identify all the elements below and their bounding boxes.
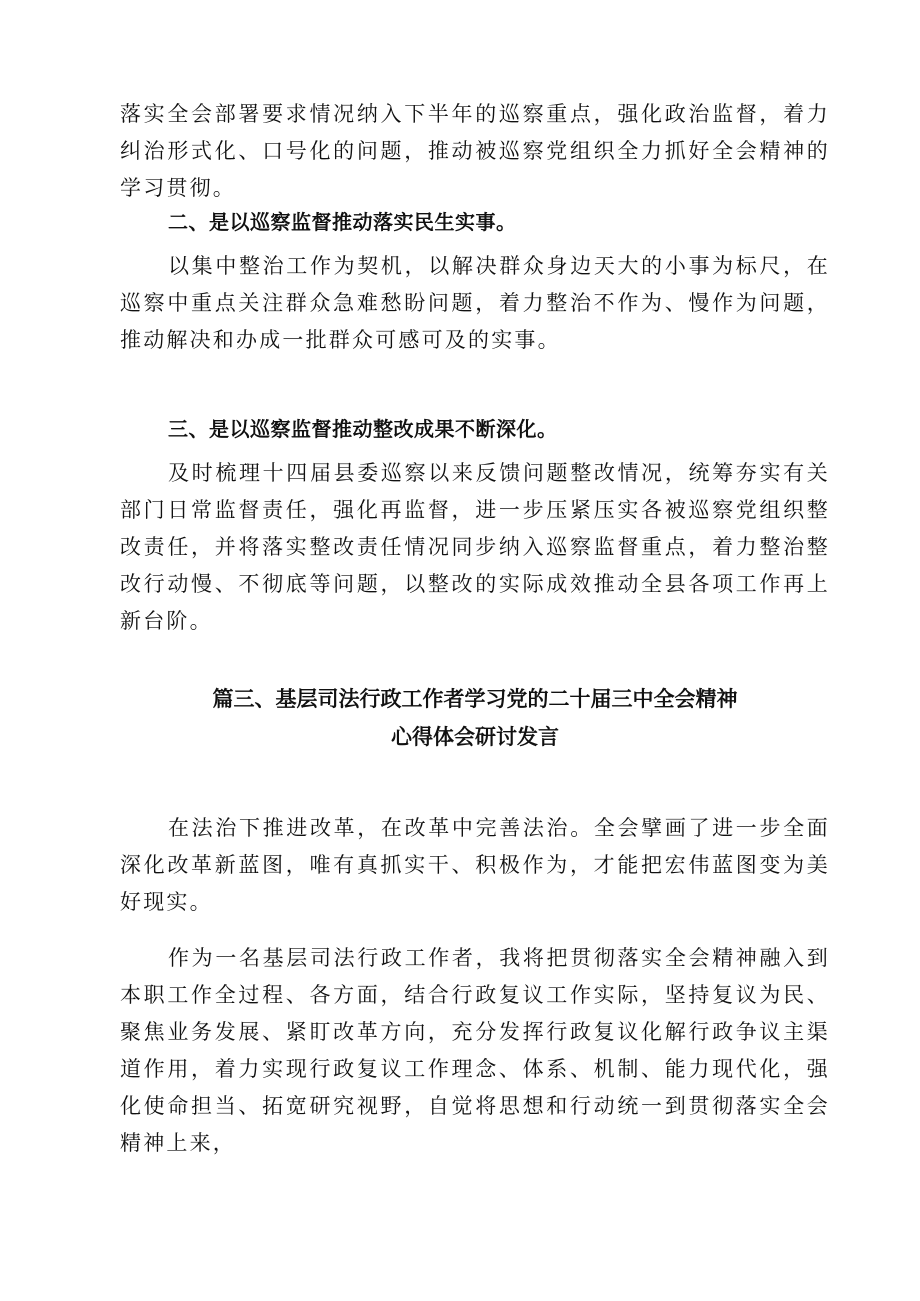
- heading-two: 二、是以巡察监督推动落实民生实事。: [168, 210, 517, 234]
- paragraph-two: 以集中整治工作为契机，以解决群众身边天大的小事为标尺，在巡察中重点关注群众急难愁盼问题，着力整治不作为、慢作为问题，推动解决和办成一批群众可感可及的实事。: [120, 254, 830, 352]
- paragraph-three: 及时梳理十四届县委巡察以来反馈问题整改情况，统筹夯实有关部门日常监督责任，强化再监督，进一步压紧压实各被巡察党组织整改责任，并将落实整改责任情况同步纳入巡察监督重点，着力整治整改行动慢、不彻底等问题，以整改的实际成效推动全县各项工作再上新台阶。: [120, 461, 830, 633]
- paragraph-continued: 落实全会部署要求情况纳入下半年的巡察重点，强化政治监督，着力纠治形式化、口号化的问题，推动被巡察党组织全力抓好全会精神的学习贯彻。: [120, 102, 830, 200]
- heading-three: 三、是以巡察监督推动整改成果不断深化。: [168, 417, 558, 441]
- section-title-line-1: 篇三、基层司法行政工作者学习党的二十届三中全会精神: [212, 687, 738, 711]
- section-title-line-2: 心得体会研讨发言: [391, 725, 559, 749]
- paragraph-five: 作为一名基层司法行政工作者，我将把贯彻落实全会精神融入到本职工作全过程、各方面，结合行政复议工作实际，坚持复议为民、聚焦业务发展、紧盯改革方向，充分发挥行政复议化解行政争议主渠道作用，着力实现行政复议工作理念、体系、机制、能力现代化，强化使命担当、拓宽研究视野，自觉将思想和行动统一到贯彻落实全会精神上来，: [120, 946, 830, 1155]
- paragraph-four: 在法治下推进改革，在改革中完善法治。全会擘画了进一步全面深化改革新蓝图，唯有真抓实干、积极作为，才能把宏伟蓝图变为美好现实。: [120, 816, 830, 914]
- section-title: [120, 680, 830, 756]
